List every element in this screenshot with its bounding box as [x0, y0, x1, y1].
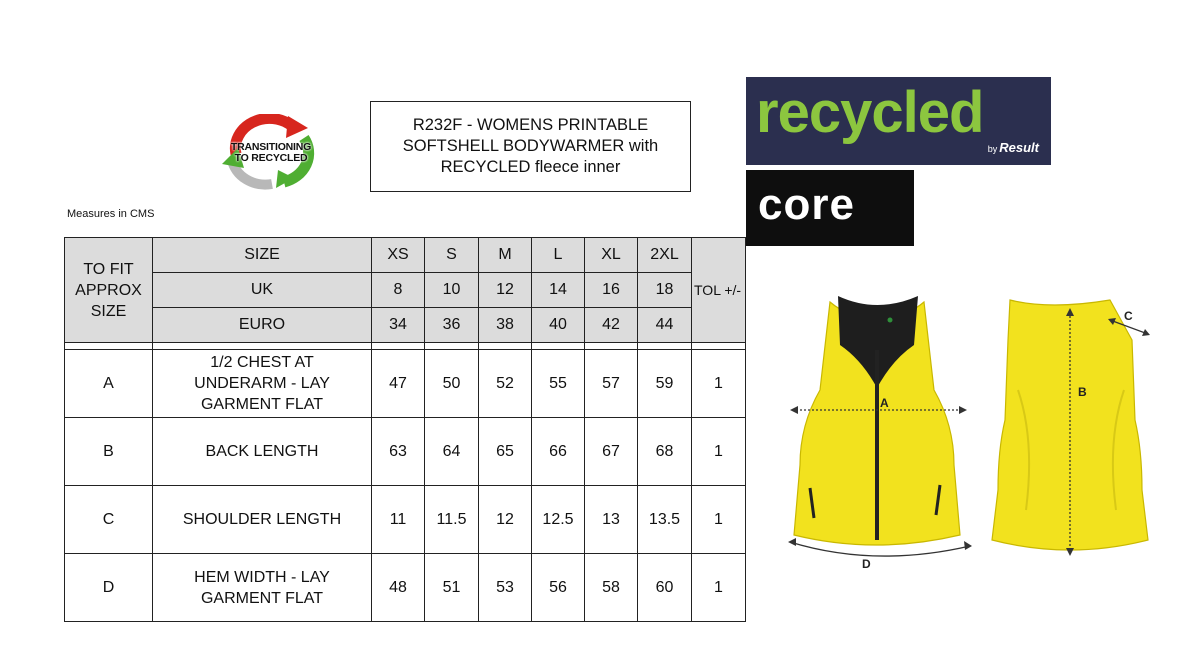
measure-a-label: A — [880, 396, 889, 410]
measurement-value: 55 — [532, 350, 585, 418]
header-cell: 36 — [425, 308, 479, 343]
description-line: SHOULDER LENGTH — [182, 511, 342, 528]
measurement-value: 12 — [479, 486, 532, 554]
separator-cell — [479, 343, 532, 350]
measurement-value: 13.5 — [638, 486, 692, 554]
header-label: SIZE — [153, 238, 372, 273]
tolerance-value: 1 — [692, 486, 746, 554]
header-row-1 — [65, 273, 746, 308]
measurement-value: 68 — [638, 418, 692, 486]
header-row-0 — [65, 238, 746, 273]
separator-cell — [65, 343, 153, 350]
size-chart-table — [64, 237, 745, 622]
measure-c-label: C — [1124, 309, 1133, 323]
header-cell: M — [479, 238, 532, 273]
measurement-value: 56 — [532, 554, 585, 622]
description-line: UNDERARM - LAY — [194, 375, 330, 392]
measures-note: Measures in CMS — [67, 208, 155, 220]
measurement-value: 63 — [372, 418, 425, 486]
fit-label-line: TO FIT — [83, 260, 134, 278]
measurement-value: 11.5 — [425, 486, 479, 554]
separator-cell — [585, 343, 638, 350]
header-cell: XL — [585, 238, 638, 273]
header-label: EURO — [153, 308, 372, 343]
measurement-value: 57 — [585, 350, 638, 418]
measurement-value: 59 — [638, 350, 692, 418]
header-cell: 44 — [638, 308, 692, 343]
measurement-description — [153, 486, 372, 554]
measurement-code: C — [65, 486, 153, 554]
measure-b-label: B — [1078, 385, 1087, 399]
header-cell: 34 — [372, 308, 425, 343]
measurement-value: 60 — [638, 554, 692, 622]
measurement-value: 13 — [585, 486, 638, 554]
measurement-value: 66 — [532, 418, 585, 486]
core-logo-word: core — [758, 180, 855, 229]
title-line-2: SOFTSHELL BODYWARMER with — [402, 137, 659, 155]
header-cell: 10 — [425, 273, 479, 308]
header-separator — [65, 343, 746, 350]
header-row-2 — [65, 308, 746, 343]
measurement-value: 50 — [425, 350, 479, 418]
header-cell: 16 — [585, 273, 638, 308]
measurement-description — [153, 350, 372, 418]
measurement-description — [153, 554, 372, 622]
recycled-logo-by: by — [987, 144, 998, 154]
fit-label-line: SIZE — [90, 302, 127, 320]
recycled-logo-brand: Result — [999, 140, 1039, 155]
description-line: GARMENT FLAT — [200, 396, 324, 413]
transition-logo-line1: TRANSITIONING — [230, 141, 312, 153]
product-title-box — [370, 101, 691, 192]
measurement-row — [65, 554, 746, 622]
separator-cell — [425, 343, 479, 350]
separator-cell — [638, 343, 692, 350]
header-label: UK — [153, 273, 372, 308]
tolerance-value: 1 — [692, 418, 746, 486]
measurement-row — [65, 418, 746, 486]
description-line: BACK LENGTH — [205, 443, 319, 460]
vest-measurement-diagram — [780, 290, 1180, 575]
measurement-value: 58 — [585, 554, 638, 622]
tolerance-header: TOL +/- — [692, 238, 746, 343]
recycled-logo-word: recycled — [756, 80, 984, 145]
transitioning-to-recycled-logo — [214, 114, 328, 192]
measurement-value: 53 — [479, 554, 532, 622]
recycled-logo-byline — [988, 140, 1039, 155]
measurement-description — [153, 418, 372, 486]
separator-cell — [153, 343, 372, 350]
separator-cell — [692, 343, 746, 350]
measure-d-label: D — [862, 557, 871, 571]
header-cell: 12 — [479, 273, 532, 308]
measurement-value: 12.5 — [532, 486, 585, 554]
measurement-code: A — [65, 350, 153, 418]
separator-cell — [372, 343, 425, 350]
header-cell: 40 — [532, 308, 585, 343]
fit-approx-size-header — [65, 238, 153, 343]
description-line: HEM WIDTH - LAY — [194, 568, 330, 586]
header-cell: 42 — [585, 308, 638, 343]
fit-label-line: APPROX — [75, 281, 142, 299]
measurement-value: 48 — [372, 554, 425, 622]
measurement-row — [65, 486, 746, 554]
header-cell: 14 — [532, 273, 585, 308]
header-cell: 8 — [372, 273, 425, 308]
measurement-code: B — [65, 418, 153, 486]
description-line: 1/2 CHEST AT — [210, 354, 314, 371]
tolerance-value: 1 — [692, 350, 746, 418]
measurement-value: 65 — [479, 418, 532, 486]
tolerance-value: 1 — [692, 554, 746, 622]
recycled-by-result-logo — [746, 77, 1051, 165]
vest-front-icon — [794, 296, 960, 545]
header-cell: S — [425, 238, 479, 273]
separator-cell — [532, 343, 585, 350]
title-line-1: R232F - WOMENS PRINTABLE — [412, 116, 649, 134]
measurement-value: 64 — [425, 418, 479, 486]
header-cell: 38 — [479, 308, 532, 343]
description-line: GARMENT FLAT — [200, 589, 324, 607]
header-cell: XS — [372, 238, 425, 273]
measurement-row — [65, 350, 746, 418]
core-logo — [746, 170, 914, 246]
transition-logo-line2: TO RECYCLED — [234, 152, 308, 164]
measurement-code: D — [65, 554, 153, 622]
measurement-value: 11 — [372, 486, 425, 554]
header-cell: L — [532, 238, 585, 273]
measurement-value: 67 — [585, 418, 638, 486]
title-line-3: RECYCLED fleece inner — [440, 158, 621, 176]
measurement-value: 52 — [479, 350, 532, 418]
measurement-value: 51 — [425, 554, 479, 622]
measurement-value: 47 — [372, 350, 425, 418]
header-cell: 18 — [638, 273, 692, 308]
header-cell: 2XL — [638, 238, 692, 273]
